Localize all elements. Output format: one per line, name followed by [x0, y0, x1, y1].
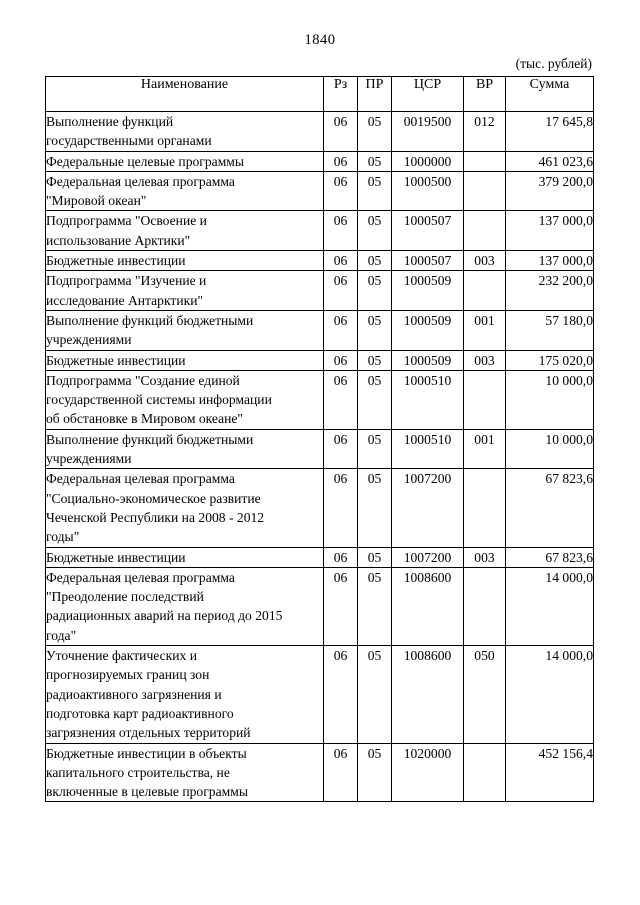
- cell-csr: 1000510: [392, 370, 464, 429]
- cell-sum: 379 200,0: [506, 171, 594, 211]
- cell-sum: 10 000,0: [506, 370, 594, 429]
- cell-csr: 1007200: [392, 469, 464, 547]
- cell-name: [46, 271, 324, 311]
- cell-name-line: Выполнение функций: [46, 114, 174, 129]
- cell-pr: 05: [358, 429, 392, 469]
- table-row: [46, 251, 594, 271]
- cell-pr: 05: [358, 350, 392, 370]
- cell-sum: 67 823,6: [506, 469, 594, 547]
- cell-rz: 06: [324, 429, 358, 469]
- cell-name-line: "Социально-экономическое развитие: [46, 490, 261, 506]
- table-body: [46, 112, 594, 802]
- cell-vr: 003: [464, 547, 506, 567]
- cell-name: [46, 743, 324, 802]
- cell-sum: 17 645,8: [506, 112, 594, 152]
- table-row: [46, 112, 594, 152]
- cell-name-line: года": [46, 627, 77, 643]
- cell-name: [46, 429, 324, 469]
- cell-name-line: Подпрограмма "Изучение и: [46, 273, 207, 289]
- table-row: [46, 469, 594, 547]
- cell-name: [46, 171, 324, 211]
- cell-sum: 14 000,0: [506, 567, 594, 645]
- cell-sum: 137 000,0: [506, 211, 594, 251]
- cell-rz: 06: [324, 271, 358, 311]
- cell-vr: [464, 370, 506, 429]
- cell-sum: 461 023,6: [506, 151, 594, 171]
- cell-name-line: Бюджетные инвестиции: [46, 549, 186, 565]
- cell-name-line: Бюджетные инвестиции в объекты: [46, 745, 247, 761]
- cell-vr: [464, 271, 506, 311]
- cell-rz: 06: [324, 743, 358, 802]
- table-row: [46, 350, 594, 370]
- cell-sum: 452 156,4: [506, 743, 594, 802]
- cell-pr: 05: [358, 112, 392, 152]
- cell-rz: 06: [324, 469, 358, 547]
- units-note: (тыс. рублей): [515, 56, 592, 71]
- cell-name-line: Выполнение функций бюджетными: [46, 431, 254, 447]
- table-row: [46, 429, 594, 469]
- cell-pr: 05: [358, 251, 392, 271]
- table-row: [46, 567, 594, 645]
- cell-vr: [464, 743, 506, 802]
- cell-name: [46, 251, 324, 271]
- cell-csr: 1000509: [392, 310, 464, 350]
- cell-vr: 001: [464, 310, 506, 350]
- cell-name: [46, 112, 324, 152]
- cell-rz: 06: [324, 567, 358, 645]
- cell-rz: 06: [324, 151, 358, 171]
- cell-pr: 05: [358, 547, 392, 567]
- cell-name-line: радиационных аварий на период до 2015: [46, 608, 283, 624]
- cell-pr: 05: [358, 646, 392, 743]
- table-header: [46, 77, 594, 112]
- budget-table: [45, 76, 594, 802]
- cell-pr: 05: [358, 370, 392, 429]
- cell-name-line: прогнозируемых границ зон: [46, 667, 210, 683]
- cell-name-line: государственными органами: [46, 133, 212, 149]
- cell-rz: 06: [324, 646, 358, 743]
- cell-name-line: капитального строительства, не: [46, 764, 230, 780]
- table-row: [46, 547, 594, 567]
- cell-vr: 003: [464, 251, 506, 271]
- cell-sum: 137 000,0: [506, 251, 594, 271]
- cell-name-line: радиоактивного загрязнения и: [46, 686, 222, 702]
- cell-name: [46, 567, 324, 645]
- cell-vr: [464, 151, 506, 171]
- cell-csr: 0019500: [392, 112, 464, 152]
- cell-rz: 06: [324, 370, 358, 429]
- cell-vr: [464, 211, 506, 251]
- page-number: 1840: [304, 32, 336, 48]
- cell-name: [46, 151, 324, 171]
- cell-name-line: Бюджетные инвестиции: [46, 352, 186, 368]
- table-row: [46, 370, 594, 429]
- cell-csr: 1000510: [392, 429, 464, 469]
- cell-vr: 050: [464, 646, 506, 743]
- table-row: [46, 646, 594, 743]
- cell-rz: 06: [324, 171, 358, 211]
- cell-name: [46, 547, 324, 567]
- table-row: [46, 171, 594, 211]
- cell-pr: 05: [358, 743, 392, 802]
- cell-vr: 003: [464, 350, 506, 370]
- cell-name: [46, 469, 324, 547]
- cell-name: [46, 646, 324, 743]
- cell-name: [46, 350, 324, 370]
- cell-name-line: Подпрограмма "Создание единой: [46, 372, 240, 388]
- cell-name-line: Федеральная целевая программа: [46, 569, 235, 585]
- cell-pr: 05: [358, 211, 392, 251]
- cell-name-line: исследование Антарктики": [46, 292, 204, 308]
- cell-vr: 001: [464, 429, 506, 469]
- cell-csr: 1007200: [392, 547, 464, 567]
- cell-pr: 05: [358, 567, 392, 645]
- cell-sum: 232 200,0: [506, 271, 594, 311]
- cell-name-line: "Мировой океан": [46, 193, 147, 209]
- cell-rz: 06: [324, 310, 358, 350]
- column-header-vr: ВР: [464, 77, 506, 112]
- cell-csr: 1000500: [392, 171, 464, 211]
- table-header-row: [46, 77, 594, 112]
- cell-name-line: Уточнение фактических и: [46, 648, 198, 664]
- cell-csr: 1000509: [392, 271, 464, 311]
- column-header-sum: Сумма: [506, 77, 594, 112]
- cell-name-line: подготовка карт радиоактивного: [46, 705, 234, 721]
- column-header-rz: Рз: [324, 77, 358, 112]
- cell-vr: [464, 567, 506, 645]
- cell-name-line: об обстановке в Мировом океане": [46, 411, 243, 427]
- table-row: [46, 211, 594, 251]
- table-row: [46, 743, 594, 802]
- column-header-name: Наименование: [46, 77, 324, 112]
- cell-rz: 06: [324, 251, 358, 271]
- cell-name-line: учреждениями: [46, 451, 132, 467]
- cell-rz: 06: [324, 350, 358, 370]
- cell-pr: 05: [358, 151, 392, 171]
- cell-name-line: Федеральные целевые программы: [46, 153, 245, 169]
- cell-csr: 1000507: [392, 251, 464, 271]
- cell-name-line: использование Арктики": [46, 232, 191, 248]
- cell-csr: 1000507: [392, 211, 464, 251]
- column-header-pr: ПР: [358, 77, 392, 112]
- cell-csr: 1008600: [392, 567, 464, 645]
- cell-sum: 57 180,0: [506, 310, 594, 350]
- cell-pr: 05: [358, 271, 392, 311]
- cell-csr: 1020000: [392, 743, 464, 802]
- cell-name-line: Выполнение функций бюджетными: [46, 312, 254, 328]
- column-header-csr: ЦСР: [392, 77, 464, 112]
- cell-csr: 1008600: [392, 646, 464, 743]
- cell-vr: [464, 469, 506, 547]
- cell-name: [46, 211, 324, 251]
- table-row: [46, 271, 594, 311]
- cell-rz: 06: [324, 112, 358, 152]
- cell-name-line: государственной системы информации: [46, 392, 272, 408]
- cell-vr: 012: [464, 112, 506, 152]
- cell-csr: 1000000: [392, 151, 464, 171]
- cell-sum: 14 000,0: [506, 646, 594, 743]
- cell-name: [46, 370, 324, 429]
- cell-name-line: включенные в целевые программы: [46, 784, 248, 800]
- cell-vr: [464, 171, 506, 211]
- cell-name-line: Чеченской Республики на 2008 - 2012: [46, 509, 265, 525]
- cell-sum: 10 000,0: [506, 429, 594, 469]
- cell-name-line: учреждениями: [46, 332, 132, 348]
- cell-name: [46, 310, 324, 350]
- cell-sum: 175 020,0: [506, 350, 594, 370]
- cell-name-line: Подпрограмма "Освоение и: [46, 213, 207, 229]
- cell-pr: 05: [358, 310, 392, 350]
- cell-rz: 06: [324, 211, 358, 251]
- table-row: [46, 151, 594, 171]
- cell-pr: 05: [358, 469, 392, 547]
- cell-name-line: загрязнения отдельных территорий: [46, 725, 251, 741]
- cell-csr: 1000509: [392, 350, 464, 370]
- cell-sum: 67 823,6: [506, 547, 594, 567]
- cell-name-line: Федеральная целевая программа: [46, 471, 235, 487]
- cell-name-line: годы": [46, 529, 80, 545]
- cell-rz: 06: [324, 547, 358, 567]
- cell-pr: 05: [358, 171, 392, 211]
- cell-name-line: Федеральная целевая программа: [46, 173, 235, 189]
- cell-name-line: Бюджетные инвестиции: [46, 253, 186, 269]
- table-row: [46, 310, 594, 350]
- cell-name-line: "Преодоление последствий: [46, 589, 204, 605]
